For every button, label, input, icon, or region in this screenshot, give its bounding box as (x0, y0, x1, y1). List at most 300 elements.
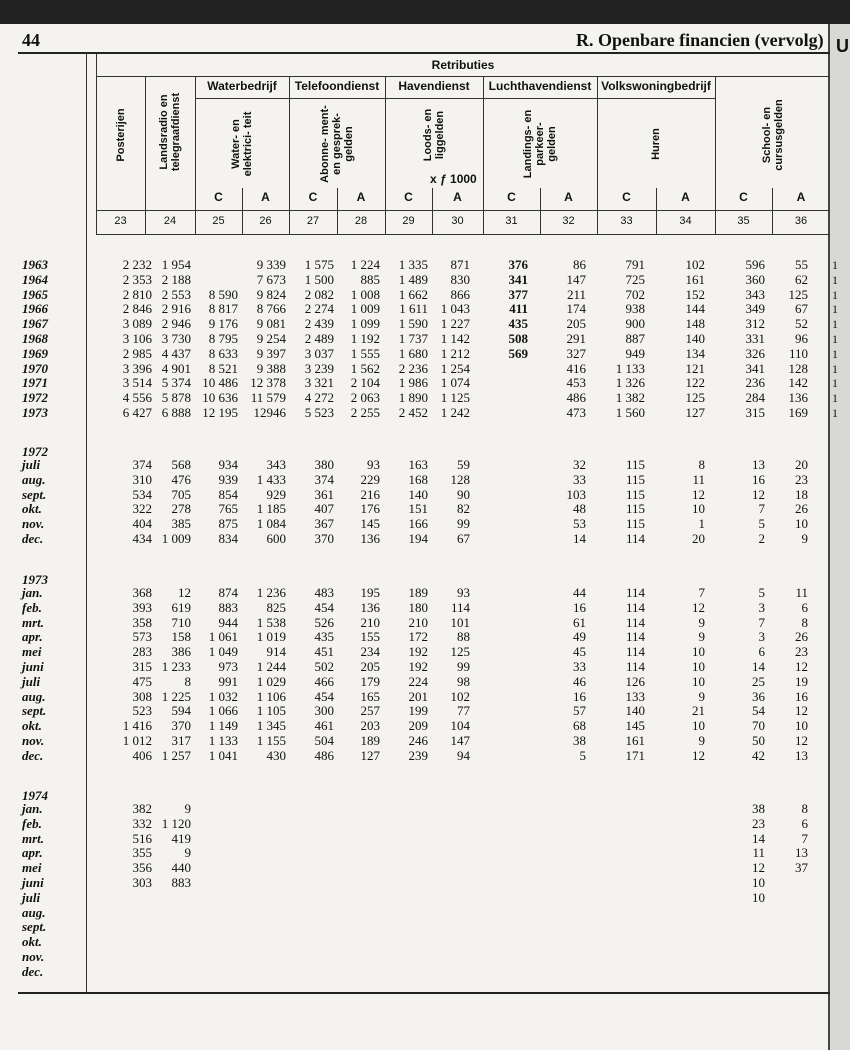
row-label: dec. (22, 963, 44, 979)
table-cell: 370 (314, 531, 334, 546)
table-cell: 6 427 (122, 405, 152, 420)
table-cell: 454 (314, 599, 334, 615)
table-cell: 8 590 (208, 286, 238, 302)
table-cell: 1 032 (208, 688, 238, 704)
edge-fragment: 1 (832, 317, 838, 332)
row-label: feb. (22, 815, 42, 831)
table-cell: 115 (625, 471, 645, 487)
table-cell: 308 (132, 688, 152, 704)
table-cell: 3 321 (304, 375, 334, 391)
table-row (0, 347, 850, 361)
row-label: dec. (22, 747, 44, 763)
header-rule-retributies (96, 76, 830, 77)
table-cell: 376 (508, 257, 528, 272)
table-cell: 765 (218, 501, 238, 517)
table-cell: 161 (685, 271, 705, 287)
table-cell: 26 (795, 501, 808, 517)
table-cell: 871 (450, 257, 470, 272)
table-cell: 48 (573, 501, 586, 517)
table-cell: 45 (573, 644, 586, 660)
table-cell: 475 (132, 673, 152, 689)
table-cell: 4 901 (161, 360, 191, 376)
next-page-edge-letter: U (836, 36, 849, 56)
table-cell: 115 (625, 457, 645, 472)
table-cell: 14 (573, 531, 586, 546)
table-row (0, 690, 850, 704)
top-rule (18, 52, 830, 54)
table-cell: 134 (685, 345, 705, 361)
table-cell: 1 890 (398, 390, 428, 406)
table-cell: 99 (457, 659, 470, 674)
table-cell: 203 (360, 718, 380, 734)
section-label-1974: 1974 (22, 788, 48, 803)
table-cell: 12 (692, 747, 705, 763)
column-label-abonnement: Abonne- ment- en gesprek- gelden (319, 105, 355, 183)
table-cell: 1 155 (256, 733, 286, 748)
table-cell: 12 (795, 659, 808, 674)
table-cell: 54 (752, 703, 765, 719)
table-row (0, 332, 850, 346)
table-cell: 44 (573, 585, 586, 600)
table-row (0, 846, 850, 860)
column-label-posterijen: Posterijen (114, 108, 127, 162)
code-c25: C (214, 190, 223, 204)
row-label: feb. (22, 599, 42, 615)
table-cell: 1 236 (256, 585, 286, 600)
table-cell: 1 149 (208, 718, 238, 734)
table-cell: 2 255 (350, 405, 380, 420)
table-cell: 934 (218, 457, 238, 472)
row-label: 1965 (22, 286, 48, 302)
table-cell: 361 (314, 486, 334, 502)
table-cell: 26 (795, 629, 808, 645)
row-label: 1967 (22, 316, 48, 332)
table-cell: 257 (360, 703, 380, 719)
table-cell: 430 (266, 747, 286, 763)
table-cell: 8 (698, 457, 705, 472)
table-cell: 121 (685, 360, 705, 376)
table-cell: 825 (266, 599, 286, 615)
table-cell: 103 (566, 486, 586, 502)
table-cell: 10 (692, 673, 705, 689)
table-cell: 486 (314, 747, 334, 763)
table-cell: 114 (625, 644, 645, 660)
table-cell: 516 (132, 830, 152, 846)
table-cell: 327 (566, 345, 586, 361)
table-cell: 176 (360, 501, 380, 517)
table-cell: 10 (692, 718, 705, 734)
table-cell: 126 (625, 673, 645, 689)
row-label: 1973 (22, 405, 48, 420)
table-cell: 523 (132, 703, 152, 719)
table-cell: 710 (171, 614, 191, 630)
table-cell: 404 (132, 516, 152, 532)
row-label: 1971 (22, 375, 48, 391)
row-label: okt. (22, 501, 42, 517)
row-label: okt. (22, 934, 42, 950)
row-label: mrt. (22, 830, 45, 846)
table-cell: 179 (360, 673, 380, 689)
header-rule-subgroups (195, 98, 715, 99)
table-cell: 7 (698, 585, 705, 600)
table-cell: 4 437 (161, 345, 191, 361)
table-cell: 705 (171, 486, 191, 502)
column-number: 27 (306, 215, 320, 227)
table-cell: 10 (752, 889, 765, 905)
table-row (0, 704, 850, 718)
table-cell: 367 (314, 516, 334, 532)
row-label: aug. (22, 471, 46, 487)
table-cell: 1 225 (161, 688, 191, 704)
column-number: 33 (620, 215, 633, 227)
table-cell: 1 257 (161, 747, 191, 763)
table-cell: 128 (788, 360, 808, 376)
table-cell: 1 185 (256, 501, 286, 517)
table-cell: 2 104 (350, 375, 380, 391)
table-cell: 929 (266, 486, 286, 502)
table-cell: 128 (450, 471, 470, 487)
table-cell: 147 (566, 271, 586, 287)
code-c30: A (453, 190, 462, 204)
table-cell: 3 089 (122, 316, 152, 332)
table-cell: 11 (795, 585, 808, 600)
subgroup-waterbedrijf: Waterbedrijf (207, 79, 277, 93)
row-label: juli (22, 673, 41, 689)
table-cell: 114 (625, 585, 645, 600)
row-label: mei (22, 644, 42, 660)
table-cell: 341 (508, 271, 528, 287)
table-cell: 2 188 (161, 271, 191, 287)
table-cell: 504 (314, 733, 334, 748)
table-cell: 278 (171, 501, 191, 517)
edge-fragment: 1 (832, 258, 838, 272)
row-label: sept. (22, 703, 47, 719)
column-label-schoolgelden: School- en cursusgelden (760, 99, 785, 171)
table-cell: 11 (752, 845, 765, 861)
subgroup-volkswoningbedrijf: Volkswoningbedrijf (601, 79, 711, 93)
table-cell: 1 041 (208, 747, 238, 763)
table-cell: 9 176 (208, 316, 238, 332)
table-cell: 1 019 (256, 629, 286, 645)
table-cell: 12 (752, 860, 765, 876)
table-cell: 938 (625, 301, 645, 317)
table-cell: 57 (573, 703, 586, 719)
table-cell: 1 233 (161, 659, 191, 674)
table-row (0, 362, 850, 376)
table-cell: 201 (408, 688, 428, 704)
group-header-retributies: Retributies (431, 58, 495, 72)
running-head: R. Openbare financien (vervolg) (576, 30, 824, 50)
table-row (0, 734, 850, 748)
table-cell: 1 335 (398, 257, 428, 272)
table-row (0, 675, 850, 689)
table-row (0, 616, 850, 630)
table-cell: 14 (752, 830, 765, 846)
table-cell: 171 (625, 747, 645, 763)
table-cell: 502 (314, 659, 334, 674)
table-cell: 368 (132, 585, 152, 600)
table-cell: 209 (408, 718, 428, 734)
table-row (0, 288, 850, 302)
edge-fragment: 1 (832, 287, 838, 302)
table-cell: 2 (758, 531, 765, 546)
table-cell: 534 (132, 486, 152, 502)
header-rule-numbers (96, 234, 830, 235)
table-row (0, 517, 850, 531)
table-row (0, 302, 850, 316)
table-cell: 20 (692, 531, 705, 546)
table-cell: 486 (566, 390, 586, 406)
table-cell: 110 (788, 345, 808, 361)
table-cell: 13 (795, 747, 808, 763)
table-cell: 16 (573, 599, 586, 615)
table-cell: 386 (171, 644, 191, 660)
table-cell: 291 (566, 331, 586, 346)
table-cell: 854 (218, 486, 238, 502)
table-cell: 114 (625, 599, 645, 615)
column-label-loods-liggelden: Loods- en liggelden (422, 108, 446, 162)
table-cell: 2 353 (122, 271, 152, 287)
table-cell: 451 (314, 644, 334, 660)
table-cell: 166 (408, 516, 428, 532)
table-cell: 702 (625, 286, 645, 302)
table-cell: 192 (408, 659, 428, 674)
table-cell: 1 029 (256, 673, 286, 689)
table-cell: 2 274 (304, 301, 334, 317)
table-cell: 13 (752, 457, 765, 472)
table-cell: 20 (795, 457, 808, 472)
table-cell: 1 009 (161, 531, 191, 546)
table-cell: 1 345 (256, 718, 286, 734)
table-cell: 1 611 (399, 301, 428, 317)
table-cell: 2 082 (304, 286, 334, 302)
table-cell: 1 074 (440, 375, 470, 391)
page-number: 44 (22, 30, 40, 50)
table-cell: 303 (132, 875, 152, 890)
table-cell: 10 636 (202, 390, 238, 406)
table-cell: 830 (450, 271, 470, 287)
column-label-water-elektriciteit: Water- en elektrici- teit (230, 111, 254, 177)
table-cell: 2 810 (122, 286, 152, 302)
table-cell: 93 (367, 457, 380, 472)
column-number: 34 (679, 215, 692, 227)
table-cell: 1 008 (350, 286, 380, 302)
table-cell: 210 (408, 614, 428, 630)
table-cell: 169 (788, 405, 808, 420)
table-cell: 1 061 (208, 629, 238, 645)
table-cell: 7 673 (256, 271, 286, 287)
row-label: nov. (22, 949, 45, 964)
table-cell: 1 212 (440, 345, 470, 361)
table-cell: 10 (795, 516, 808, 532)
unit-label: x ƒ 1000 (430, 172, 477, 186)
table-cell: 140 (625, 703, 645, 719)
column-label-huren: Huren (650, 128, 662, 160)
table-cell: 2 489 (304, 331, 334, 346)
table-row (0, 832, 850, 846)
table-cell: 122 (685, 375, 705, 391)
table-cell: 52 (795, 316, 808, 332)
table-cell: 944 (218, 614, 238, 630)
table-cell: 332 (132, 815, 152, 831)
column-label-landingsgelden: Landings- en parkeer- gelden (522, 109, 558, 179)
row-label: mrt. (22, 614, 45, 630)
table-cell: 1 099 (350, 316, 380, 332)
table-cell: 9 397 (256, 345, 286, 361)
table-cell: 1 590 (398, 316, 428, 332)
table-cell: 192 (408, 644, 428, 660)
table-cell: 161 (625, 733, 645, 748)
table-cell: 1 120 (161, 815, 191, 831)
table-cell: 2 439 (304, 316, 334, 332)
table-cell: 36 (752, 688, 765, 704)
table-cell: 343 (266, 457, 286, 472)
column-number: 29 (402, 215, 415, 227)
table-cell: 312 (745, 316, 765, 332)
table-cell: 1 066 (208, 703, 238, 719)
table-cell: 1 084 (256, 516, 286, 532)
table-cell: 3 (758, 629, 765, 645)
table-cell: 9 388 (256, 360, 286, 376)
table-cell: 93 (457, 585, 470, 600)
table-cell: 596 (745, 257, 765, 272)
table-cell: 205 (566, 316, 586, 332)
table-cell: 172 (408, 629, 428, 645)
table-cell: 385 (171, 516, 191, 532)
table-cell: 1 575 (304, 257, 334, 272)
row-label: sept. (22, 919, 47, 935)
table-cell: 461 (314, 718, 334, 734)
table-row (0, 317, 850, 331)
table-cell: 195 (360, 585, 380, 600)
table-cell: 317 (171, 733, 191, 748)
table-cell: 148 (685, 316, 705, 332)
table-cell: 1 012 (122, 733, 152, 748)
table-cell: 8 (184, 673, 191, 689)
table-cell: 8 633 (208, 345, 238, 361)
table-cell: 12 (795, 733, 808, 748)
table-cell: 210 (360, 614, 380, 630)
table-cell: 13 (795, 845, 808, 861)
table-cell: 25 (752, 673, 765, 689)
table-cell: 68 (573, 718, 586, 734)
table-cell: 33 (573, 659, 586, 674)
row-label: 1972 (22, 390, 48, 406)
table-cell: 8 521 (208, 360, 238, 376)
table-cell: 90 (457, 486, 470, 502)
table-cell: 115 (625, 516, 645, 532)
table-cell: 466 (314, 673, 334, 689)
table-row (0, 876, 850, 890)
table-cell: 37 (795, 860, 808, 876)
table-cell: 32 (573, 457, 586, 472)
table-cell: 573 (132, 629, 152, 645)
table-row (0, 488, 850, 502)
table-cell: 9 (184, 801, 191, 816)
table-cell: 94 (457, 747, 470, 763)
table-cell: 1 489 (398, 271, 428, 287)
column-number: 23 (114, 215, 127, 227)
table-cell: 189 (408, 585, 428, 600)
row-label: aug. (22, 904, 46, 920)
table-cell: 82 (457, 501, 470, 517)
table-cell: 99 (457, 516, 470, 532)
table-cell: 9 081 (256, 316, 286, 332)
table-cell: 600 (266, 531, 286, 546)
table-cell: 382 (132, 801, 152, 816)
table-cell: 991 (218, 673, 238, 689)
edge-fragment: 1 (832, 361, 838, 376)
table-cell: 19 (795, 673, 808, 689)
table-cell: 377 (508, 286, 528, 302)
table-cell: 23 (795, 471, 808, 487)
table-cell: 239 (408, 747, 428, 763)
table-cell: 1 227 (440, 316, 470, 332)
table-cell: 125 (450, 644, 470, 660)
table-cell: 234 (360, 644, 380, 660)
table-cell: 1 049 (208, 644, 238, 660)
table-cell: 5 374 (161, 375, 191, 391)
table-row (0, 458, 850, 472)
table-cell: 151 (408, 501, 428, 517)
table-cell: 3 730 (161, 331, 191, 346)
column-number: 25 (212, 215, 225, 227)
table-cell: 453 (566, 375, 586, 391)
table-cell: 229 (360, 471, 380, 487)
table-cell: 136 (360, 599, 380, 615)
table-cell: 434 (132, 531, 152, 546)
table-row (0, 749, 850, 763)
table-cell: 14 (752, 659, 765, 674)
table-cell: 8 817 (208, 301, 238, 317)
table-cell: 6 (758, 644, 765, 660)
table-cell: 12 378 (250, 375, 286, 391)
table-cell: 10 (692, 644, 705, 660)
table-cell: 1 043 (440, 301, 470, 317)
table-cell: 883 (218, 599, 238, 615)
table-cell: 526 (314, 614, 334, 630)
table-row (0, 965, 850, 979)
table-cell: 8 795 (208, 331, 238, 346)
section-label-1972: 1972 (22, 444, 48, 459)
table-cell: 114 (625, 629, 645, 645)
table-row (0, 406, 850, 420)
table-cell: 5 (758, 516, 765, 532)
table-cell: 53 (573, 516, 586, 532)
table-cell: 9 254 (256, 331, 286, 346)
table-cell: 5 523 (304, 405, 334, 420)
table-cell: 1 133 (615, 360, 645, 376)
table-cell: 98 (457, 673, 470, 689)
table-row (0, 258, 850, 272)
row-label: sept. (22, 486, 47, 502)
table-cell: 12 (692, 599, 705, 615)
row-label: apr. (22, 845, 43, 861)
row-label: 1966 (22, 301, 48, 317)
table-cell: 224 (408, 673, 428, 689)
table-cell: 1 662 (398, 286, 428, 302)
table-cell: 310 (132, 471, 152, 487)
row-label: jan. (22, 801, 43, 816)
table-cell: 887 (625, 331, 645, 346)
table-cell: 115 (625, 501, 645, 517)
table-cell: 341 (745, 360, 765, 376)
table-cell: 6 888 (161, 405, 191, 420)
table-cell: 834 (218, 531, 238, 546)
table-cell: 16 (573, 688, 586, 704)
scan-top-edge (0, 0, 850, 24)
table-cell: 21 (692, 703, 705, 719)
